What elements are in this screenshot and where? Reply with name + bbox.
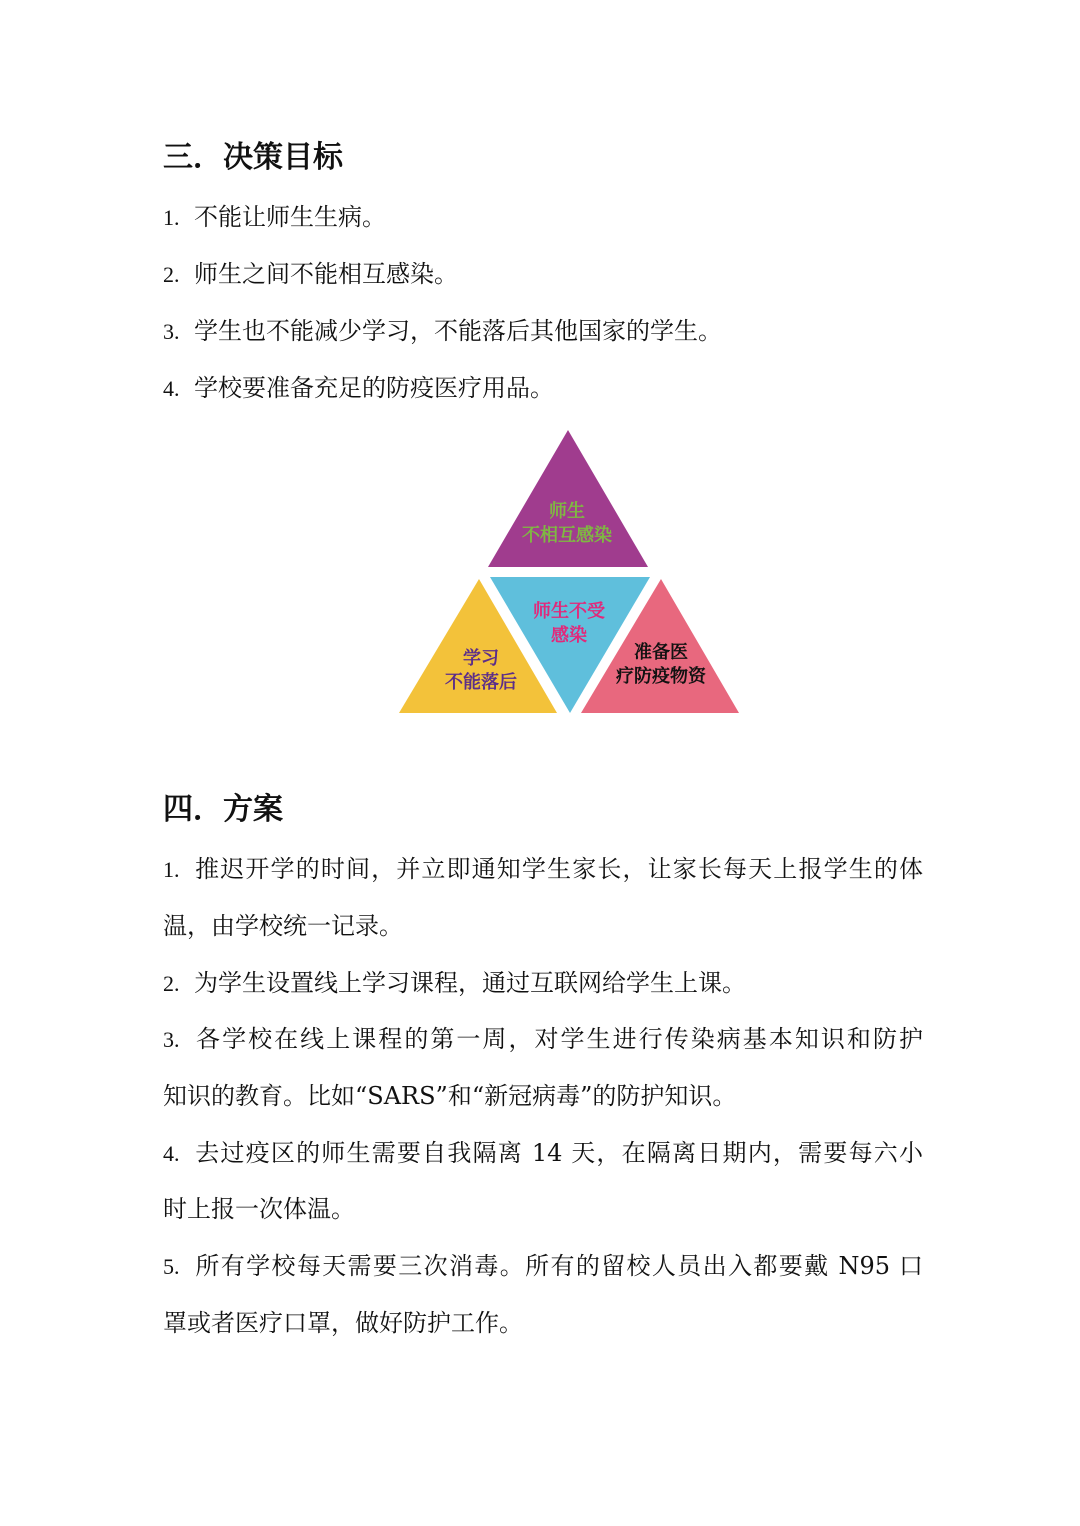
goal-item-number: 2. (163, 262, 180, 287)
triangle-top (488, 430, 648, 567)
plan-item-3-line2: 知识的教育。比如“SARS”和“新冠病毒”的防护知识。 (163, 1082, 737, 1110)
goal-item-text: 学生也不能减少学习，不能落后其他国家的学生。 (194, 317, 722, 345)
plan-item-number: 5. (163, 1254, 180, 1279)
triangle-left-label-line2: 不能落后 (445, 672, 517, 693)
goal-item-4 (163, 371, 923, 406)
triangle-top-label-line1: 师生 (549, 501, 585, 522)
goal-item-number: 4. (163, 376, 180, 401)
goal-item-text: 师生之间不能相互感染。 (194, 260, 458, 288)
plan-item-number: 4. (163, 1141, 180, 1166)
plan-item-text: 为学生设置线上学习课程，通过互联网给学生上课。 (194, 969, 746, 997)
plan-item-2 (163, 966, 923, 1001)
plan-item-1-line1 (163, 852, 923, 887)
triangle-right-label-line1: 准备医 (634, 642, 688, 663)
plan-item-5-line2: 罩或者医疗口罩，做好防护工作。 (163, 1309, 523, 1337)
triangle-top-label-line2: 不相互感染 (522, 525, 612, 546)
triangle-left-label-line1: 学习 (463, 648, 499, 669)
section-4-heading: 四．方案 (163, 792, 283, 827)
goal-item-text: 不能让师生生病。 (194, 203, 386, 231)
plan-item-text: 推迟开学的时间，并立即通知学生家长，让家长每天上报学生的体 (194, 855, 923, 883)
triangle-center-label-line2: 感染 (551, 625, 587, 646)
plan-item-3-line1 (163, 1022, 923, 1057)
goal-item-number: 3. (163, 319, 180, 344)
goal-item-3 (163, 314, 923, 349)
plan-item-4-line1 (163, 1136, 923, 1171)
goal-item-number: 1. (163, 205, 180, 230)
plan-item-text: 所有学校每天需要三次消毒。所有的留校人员出入都要戴 N95 口 (194, 1252, 923, 1280)
plan-item-4-line2: 时上报一次体温。 (163, 1195, 355, 1223)
plan-item-text: 各学校在线上课程的第一周，对学生进行传染病基本知识和防护 (194, 1025, 923, 1053)
plan-item-number: 1. (163, 857, 180, 882)
triangle-right-label-line2: 疗防疫物资 (616, 666, 706, 687)
plan-item-number: 2. (163, 971, 180, 996)
plan-item-1-line2: 温，由学校统一记录。 (163, 912, 403, 940)
goal-item-text: 学校要准备充足的防疫医疗用品。 (194, 374, 554, 402)
section-3-heading: 三．决策目标 (163, 140, 343, 175)
goal-item-2 (163, 257, 923, 292)
goals-triangle-diagram (395, 426, 745, 718)
plan-item-text: 去过疫区的师生需要自我隔离 14 天，在隔离日期内，需要每六小 (194, 1139, 923, 1167)
triangle-center-label-line1: 师生不受 (533, 601, 605, 622)
plan-item-number: 3. (163, 1027, 180, 1052)
plan-item-5-line1 (163, 1249, 923, 1284)
goal-item-1 (163, 200, 923, 235)
